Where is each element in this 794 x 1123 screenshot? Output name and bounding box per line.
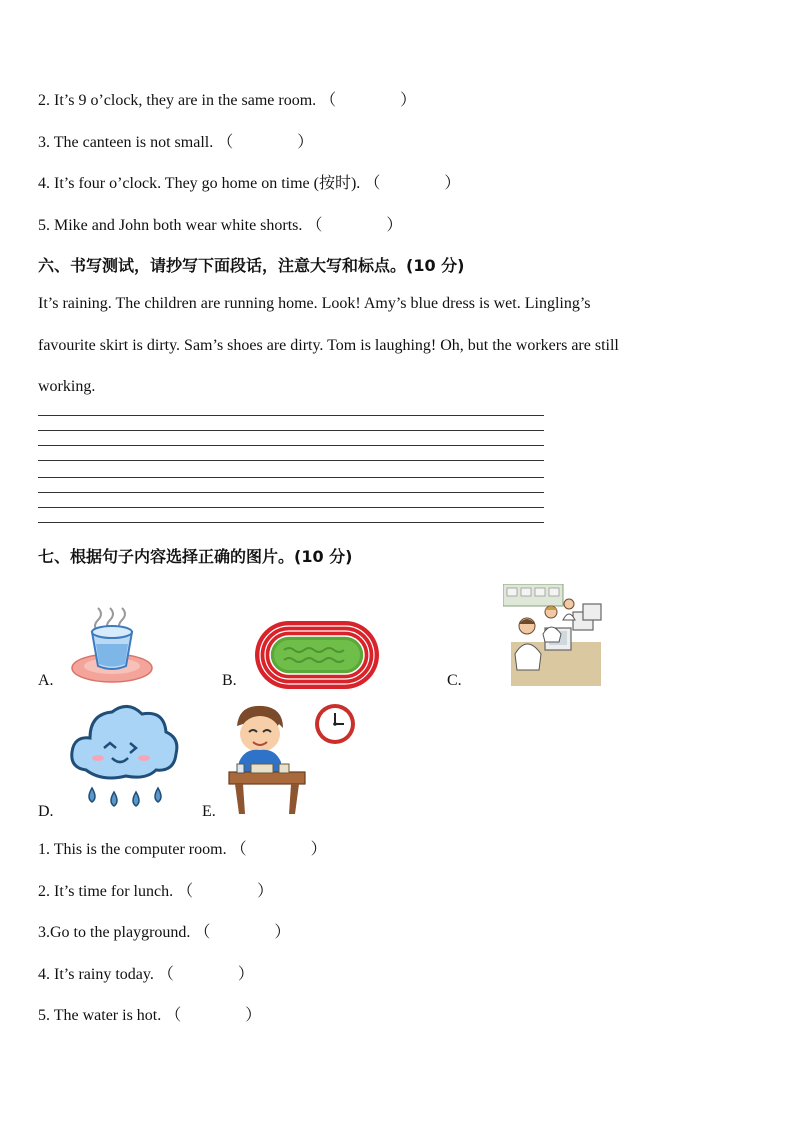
- option-e-label: E.: [202, 803, 216, 820]
- section6-title: 六、书写测试，请抄写下面段话，注意大写和标点。(10 分): [38, 256, 465, 275]
- section5-item-4: [38, 170, 460, 193]
- item-text: 1. This is the computer room.: [38, 841, 227, 858]
- item-text: 5. The water is hot.: [38, 1007, 162, 1024]
- rain-cloud-icon: [68, 700, 182, 820]
- item-text: 2. It’s time for lunch.: [38, 883, 174, 900]
- answer-blank[interactable]: （ ）: [306, 217, 403, 234]
- option-a-label: A.: [38, 672, 54, 689]
- passage-line-3: working.: [38, 378, 96, 395]
- section5-item-2: [38, 87, 416, 110]
- answer-blank[interactable]: （ ）: [194, 924, 291, 941]
- item-text: 3. The canteen is not small.: [38, 134, 214, 151]
- writing-line: [38, 507, 544, 508]
- section7-item-2: [38, 878, 273, 901]
- passage-line-1: It’s raining. The children are running home. Look! Amy’s blue dress is wet. Lingling’s: [38, 295, 591, 312]
- item-text: 2. It’s 9 o’clock, they are in the same room.: [38, 92, 317, 109]
- option-c-label: C.: [447, 672, 462, 689]
- section7-title: 七、根据句子内容选择正确的图片。(10 分): [38, 547, 353, 566]
- writing-line: [38, 460, 544, 461]
- section7-item-5: [38, 1002, 261, 1025]
- answer-blank[interactable]: （ ）: [217, 134, 314, 151]
- answer-blank[interactable]: （ ）: [165, 1007, 262, 1024]
- writing-line: [38, 477, 544, 478]
- writing-line: [38, 445, 544, 446]
- answer-blank[interactable]: （ ）: [230, 841, 327, 858]
- computer-room-icon: [503, 584, 603, 686]
- section5-item-3: [38, 129, 313, 152]
- section7-item-4: [38, 961, 254, 984]
- item-text: 3.Go to the playground.: [38, 924, 191, 941]
- section7-item-3: [38, 919, 290, 942]
- writing-line: [38, 430, 544, 431]
- passage-line-2: favourite skirt is dirty. Sam’s shoes are dirty. Tom is laughing! Oh, but the workers are still: [38, 337, 619, 354]
- option-d-label: D.: [38, 803, 54, 820]
- writing-line: [38, 522, 544, 523]
- option-b-label: B.: [222, 672, 237, 689]
- answer-blank[interactable]: （ ）: [364, 175, 461, 192]
- item-text: 5. Mike and John both wear white shorts.: [38, 217, 303, 234]
- section7-item-1: [38, 836, 327, 859]
- item-text: 4. It’s four o’clock. They go home on time (按时).: [38, 175, 361, 192]
- section5-item-5: [38, 212, 402, 235]
- writing-line: [38, 492, 544, 493]
- item-text: 4. It’s rainy today.: [38, 966, 154, 983]
- writing-line: [38, 415, 544, 416]
- answer-blank[interactable]: （ ）: [177, 883, 274, 900]
- boy-eating-lunch-icon: [225, 702, 359, 820]
- answer-blank[interactable]: （ ）: [320, 92, 417, 109]
- answer-blank[interactable]: （ ）: [157, 966, 254, 983]
- hot-water-cup-icon: [70, 600, 154, 686]
- playground-track-icon: [254, 620, 380, 690]
